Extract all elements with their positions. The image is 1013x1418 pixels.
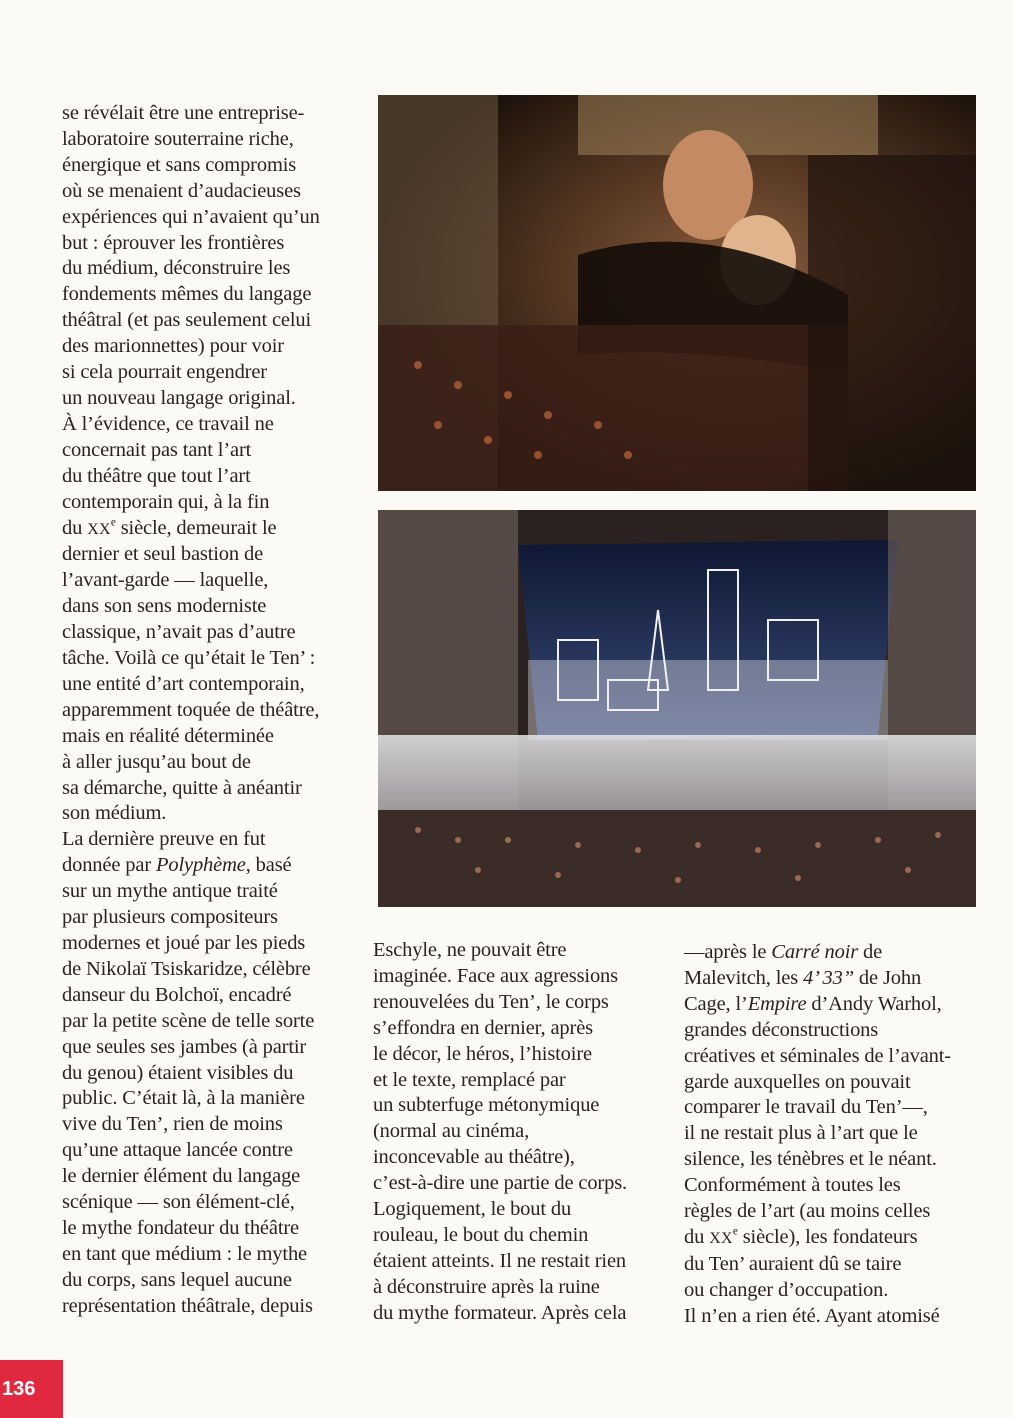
text-line: danseur du Bolchoï, encadré: [62, 983, 292, 1006]
text-line: Malevitch, les 4’ 33” de John: [684, 966, 922, 989]
text-line: à aller jusqu’au bout de: [62, 750, 251, 773]
text-line: du médium, déconstruire les: [62, 257, 291, 280]
text-line: Cage, l’Empire d’Andy Warhol,: [684, 992, 942, 1015]
page-number: 136: [0, 1360, 63, 1418]
text-column-3: [684, 940, 984, 1330]
text-line: et le texte, remplacé par: [373, 1068, 566, 1091]
text-line: modernes et joué par les pieds: [62, 932, 306, 954]
photo-miniature-theatre: [378, 510, 976, 907]
text-line: rouleau, le bout du chemin: [373, 1223, 589, 1246]
text-line: renouvelées du Ten’, le corps: [373, 990, 609, 1013]
text-line: tâche. Voilà ce qu’était le Ten’ :: [62, 647, 316, 670]
title-polypheme: Polyphème: [155, 854, 246, 877]
text-line: but : éprouver les frontières: [62, 231, 285, 254]
text-line: classique, n’avait pas d’autre: [62, 621, 296, 644]
text-line: du Ten’ auraient dû se taire: [684, 1252, 902, 1275]
text-line: (normal au cinéma,: [373, 1120, 530, 1143]
text-line: scénique — son élément-clé,: [62, 1191, 295, 1214]
text-line: une entité d’art contemporain,: [62, 672, 305, 695]
text-line: du théâtre que tout l’art: [62, 464, 251, 487]
text-line: du XXe siècle), les fondateurs: [684, 1225, 918, 1248]
text-line: énergique et sans compromis: [62, 153, 297, 176]
text-line: c’est-à-dire une partie de corps.: [373, 1172, 628, 1195]
text-line: Logiquement, le bout du: [373, 1198, 572, 1221]
text-column-1: [62, 101, 362, 1320]
text-line: public. C’était là, à la manière: [62, 1087, 305, 1110]
text-line: expériences qui n’avaient qu’un: [62, 205, 320, 228]
text-line: Il n’en a rien été. Ayant atomisé: [684, 1304, 940, 1327]
text-line: du genou) étaient visibles du: [62, 1061, 294, 1084]
text-line: en tant que médium : le mythe: [62, 1242, 308, 1265]
text-line: qu’une attaque lancée contre: [62, 1139, 293, 1162]
text-line: fondements mêmes du langage: [62, 283, 312, 306]
text-line: étaient atteints. Il ne restait rien: [373, 1249, 627, 1272]
text-line: se révélait être une entreprise-: [62, 102, 305, 124]
text-line: Conformément à toutes les: [684, 1174, 901, 1197]
text-line: laboratoire souterraine riche,: [62, 127, 294, 150]
text-line: concernait pas tant l’art: [62, 438, 252, 461]
text-line: du XXe siècle, demeurait le: [62, 516, 277, 539]
text-line: À l’évidence, ce travail ne: [62, 412, 274, 435]
text-line: vive du Ten’, rien de moins: [62, 1113, 283, 1136]
text-line: sa démarche, quitte à anéantir: [62, 776, 302, 799]
text-line: donnée par Polyphème, basé: [62, 854, 292, 877]
text-line: La dernière preuve en fut: [62, 828, 266, 851]
text-line: le décor, le héros, l’histoire: [373, 1042, 592, 1065]
text-column-2: [373, 938, 663, 1327]
text-line: inconcevable au théâtre),: [373, 1146, 575, 1169]
text-line: dernier et seul bastion de: [62, 543, 264, 566]
text-line: il ne restait plus à l’art que le: [684, 1122, 918, 1145]
text-line: règles de l’art (au moins celles: [684, 1200, 931, 1223]
text-line: ou changer d’occupation.: [684, 1278, 889, 1301]
text-line: silence, les ténèbres et le néant.: [684, 1148, 937, 1171]
title-4-33: 4’ 33”: [803, 966, 854, 989]
text-line: contemporain qui, à la fin: [62, 490, 270, 513]
text-line: sur un mythe antique traité: [62, 880, 278, 903]
text-line: son médium.: [62, 802, 167, 825]
text-line: mais en réalité déterminée: [62, 724, 274, 747]
text-line: si cela pourrait engendrer: [62, 361, 267, 384]
photo-puppeteers: [378, 95, 976, 491]
text-line: dans son sens moderniste: [62, 595, 267, 618]
text-line: apparemment toquée de théâtre,: [62, 698, 320, 721]
text-line: représentation théâtrale, depuis: [62, 1294, 313, 1317]
text-line: le dernier élément du langage: [62, 1165, 301, 1188]
title-empire: Empire: [747, 992, 807, 1015]
text-line: du corps, sans lequel aucune: [62, 1268, 292, 1291]
text-line: comparer le travail du Ten’—,: [684, 1096, 928, 1119]
text-line: créatives et séminales de l’avant-: [684, 1044, 951, 1067]
title-carre-noir: Carré noir: [771, 941, 859, 963]
text-line: par la petite scène de telle sorte: [62, 1009, 315, 1032]
text-line: garde auxquelles on pouvait: [684, 1070, 911, 1093]
text-line: grandes déconstructions: [684, 1018, 879, 1041]
text-line: où se menaient d’audacieuses: [62, 179, 301, 202]
text-line: —après le Carré noir de: [684, 941, 883, 963]
text-line: un nouveau langage original.: [62, 386, 296, 409]
text-line: un subterfuge métonymique: [373, 1094, 600, 1117]
text-line: par plusieurs compositeurs: [62, 906, 278, 929]
text-line: de Nikolaï Tsiskaridze, célèbre: [62, 957, 311, 980]
text-line: du mythe formateur. Après cela: [373, 1301, 627, 1324]
text-line: des marionnettes) pour voir: [62, 335, 284, 358]
text-line: s’effondra en dernier, après: [373, 1016, 593, 1039]
text-line: l’avant-garde — laquelle,: [62, 569, 269, 592]
text-line: que seules ses jambes (à partir: [62, 1035, 307, 1058]
text-line: imaginée. Face aux agressions: [373, 964, 618, 987]
text-line: théâtral (et pas seulement celui: [62, 309, 312, 332]
text-line: Eschyle, ne pouvait être: [373, 939, 567, 961]
text-line: le mythe fondateur du théâtre: [62, 1216, 299, 1239]
text-line: à déconstruire après la ruine: [373, 1275, 600, 1298]
